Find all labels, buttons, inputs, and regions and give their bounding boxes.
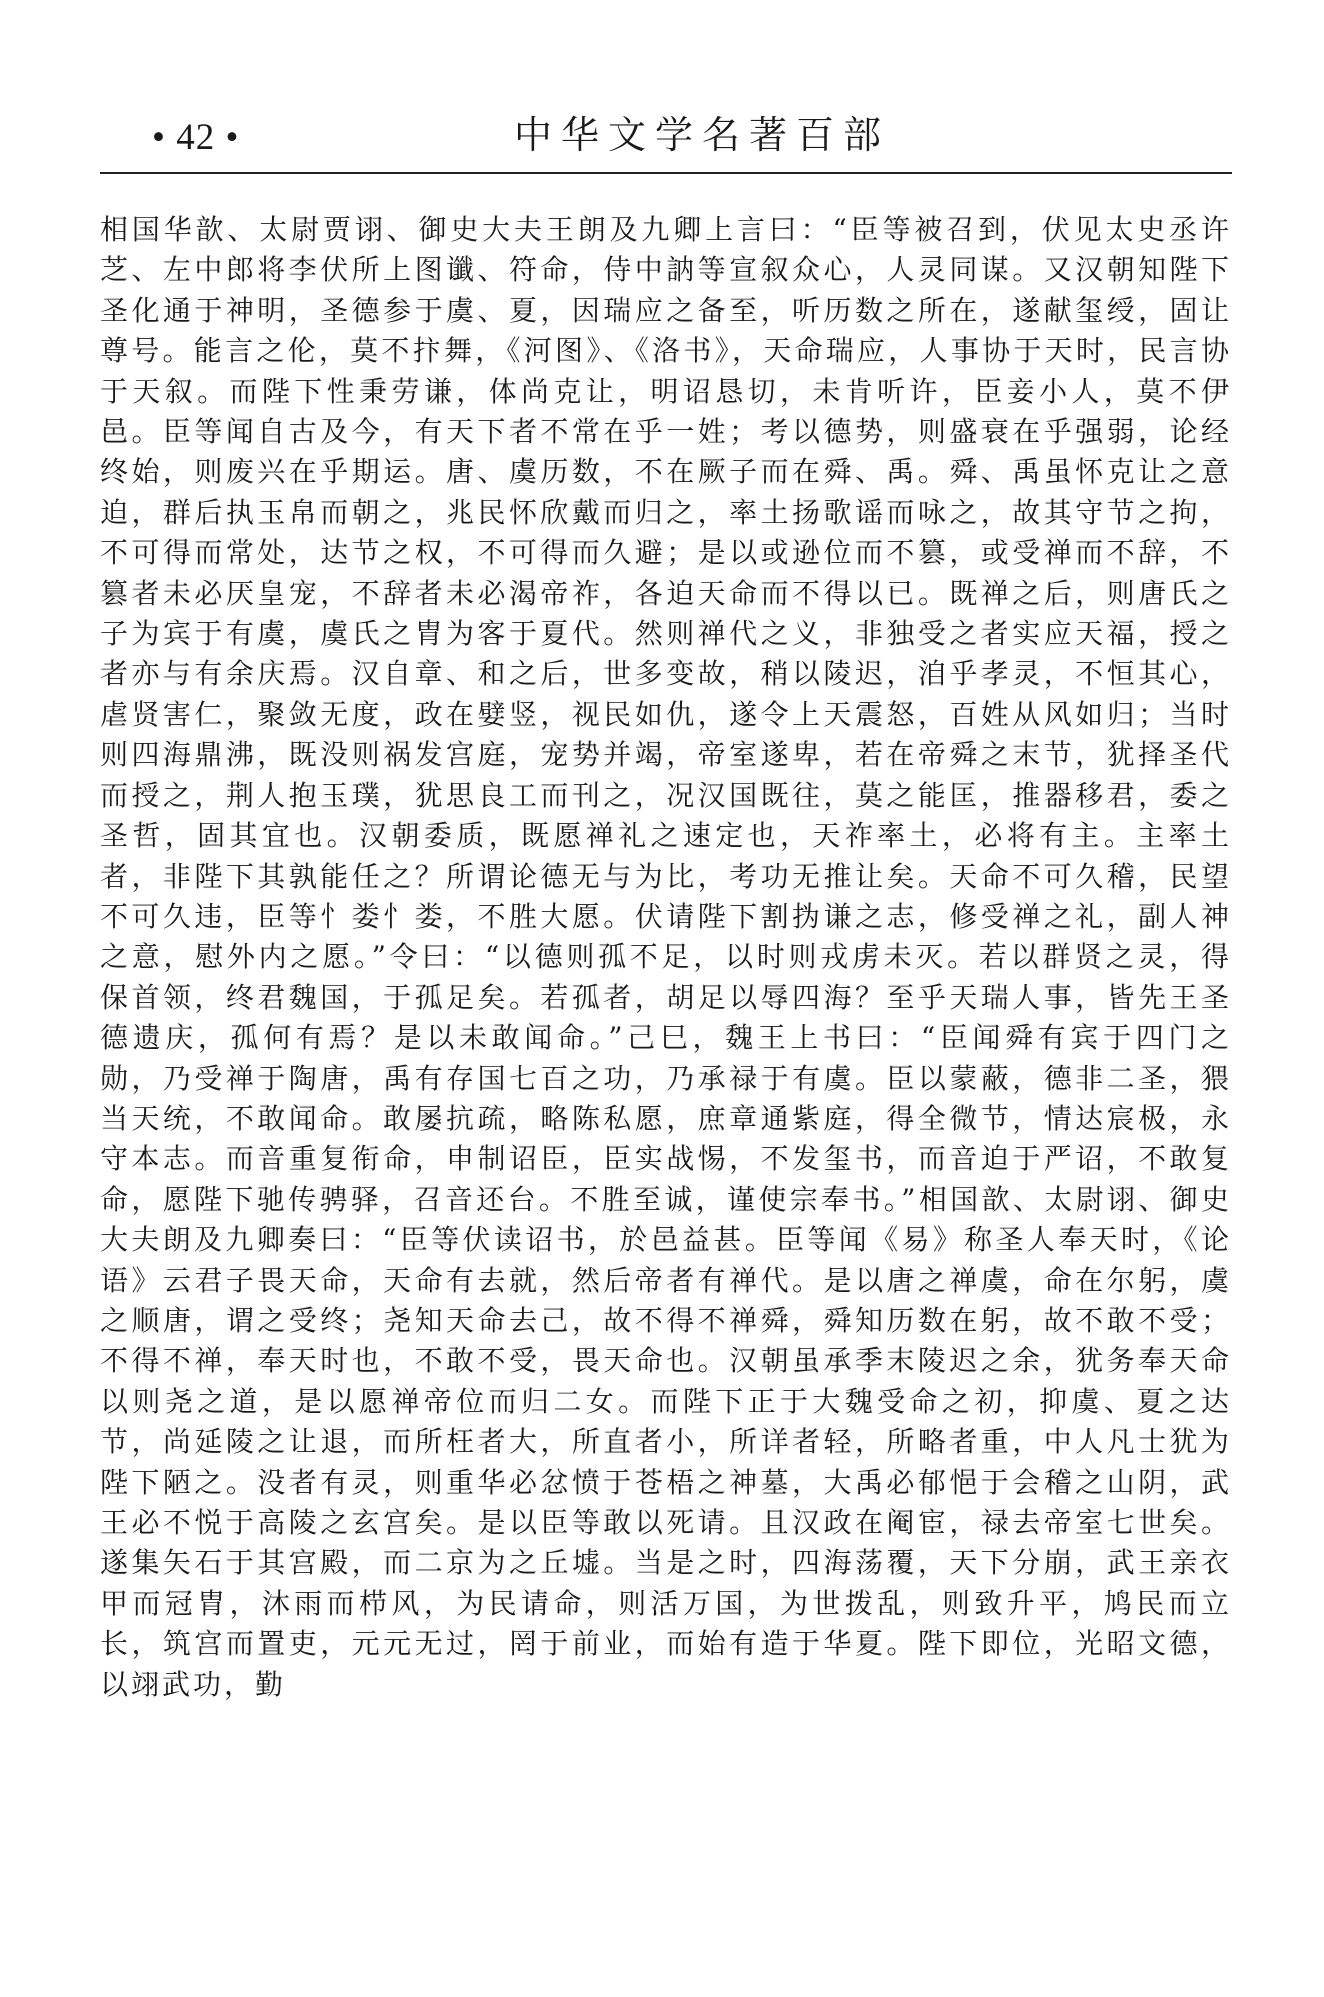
page-number: • 42 •: [152, 117, 240, 158]
running-header: [100, 108, 1232, 168]
book-series-title: 中华文学名著百部: [514, 113, 891, 157]
body-paragraph: 相国华歆、太尉贾诩、御史大夫王朗及九卿上言曰：“臣等被召到，伏见太史丞许芝、左中郎将李伏所上图谶、符命，侍中訥等宣叙众心，人灵同谋。又汉朝知陛下圣化通于神明，圣德参于虞、夏，因瑞应之备至，听历数之所在，遂献玺绶，固让尊号。能言之伦，莫不抃舞，《河图》、《洛书》，天命瑞应，人事协于天时，民言协于天叙。而陛下性秉劳谦，体尚克让，明诏恳切，未肯听许，臣妾小人，莫不伊邑。臣等闻自古及今，有天下者不常在乎一姓；考以德势，则盛衰在乎强弱，论经终始，则废兴在乎期运。唐、虞历数，不在厥子而在舜、禹。舜、禹虽怀克让之意迫，群后执玉帛而朝之，兆民怀欣戴而归之，率土扬歌谣而咏之，故其守节之拘，不可得而常处，达节之权，不可得而久避；是以或逊位而不篡，或受禅而不辞，不篡者未必厌皇宠，不辞者未必渴帝祚，各迫天命而不得以已。既禅之后，则唐氏之子为宾于有虞，虞氏之胄为客于夏代。然则禅代之义，非独受之者实应天福，授之者亦与有余庆焉。汉自章、和之后，世多变故，稍以陵迟，洎乎孝灵，不恒其心，虐贤害仁，聚敛无度，政在嬖竖，视民如仇，遂令上天震怒，百姓从风如归；当时则四海鼎沸，既没则祸发宫庭，宠势并竭，帝室遂卑，若在帝舜之末节，犹择圣代而授之，荆人抱玉璞，犹思良工而刊之，况汉国既往，莫之能匡，推器移君，委之圣哲，固其宜也。汉朝委质，既愿禅礼之速定也，天祚率土，必将有主。主率土者，非陛下其孰能任之？所谓论德无与为比，考功无推让矣。天命不可久稽，民望不可久违，臣等忄娄忄娄，不胜大愿。伏请陛下割㧑谦之志，修受禅之礼，副人神之意，慰外内之愿。”令曰：“以德则孤不足，以时则戎虏未灭。若以群贤之灵，得保首领，终君魏国，于孤足矣。若孤者，胡足以辱四海？至乎天瑞人事，皆先王圣德遗庆，孤何有焉？是以未敢闻命。”己巳，魏王上书曰：“臣闻舜有宾于四门之勋，乃受禅于陶唐，禹有存国七百之功，乃承禄于有虞。臣以蒙蔽，德非二圣，猥当天统，不敢闻命。敢屡抗疏，略陈私愿，庶章通紫庭，得全微节，情达宸极，永守本志。而音重复衔命，申制诏臣，臣实战惕，不发玺书，而音迫于严诏，不敢复命，愿陛下驰传骋驿，召音还台。不胜至诚，谨使宗奉书。”相国歆、太尉诩、御史大夫朗及九卿奏曰：“臣等伏读诏书，於邑益甚。臣等闻《易》称圣人奉天时，《论语》云君子畏天命，天命有去就，然后帝者有禅代。是以唐之禅虞，命在尔躬，虞之顺唐，谓之受终；尧知天命去己，故不得不禅舜，舜知历数在躬，故不敢不受；不得不禅，奉天时也，不敢不受，畏天命也。汉朝虽承季末陵迟之余，犹务奉天命以则尧之道，是以愿禅帝位而归二女。而陛下正于大魏受命之初，抑虞、夏之达节，尚延陵之让退，而所枉者大，所直者小，所详者轻，所略者重，中人凡士犹为陛下陋之。没者有灵，则重华必忿愤于苍梧之神墓，大禹必郁悒于会稽之山阴，武王必不悦于高陵之玄宫矣。是以臣等敢以死请。且汉政在阉宦，禄去帝室七世矣。遂集矢石于其宫殿，而二京为之丘墟。当是之时，四海荡覆，天下分崩，武王亲衣甲而冠胄，沐雨而栉风，为民请命，则活万国，为世拨乱，则致升平，鸠民而立长，筑宫而置吏，元元无过，罔于前业，而始有造于华夏。陛下即位，光昭文德，以翊武功，勤: [100, 213, 1232, 1701]
header-divider: [100, 172, 1232, 174]
